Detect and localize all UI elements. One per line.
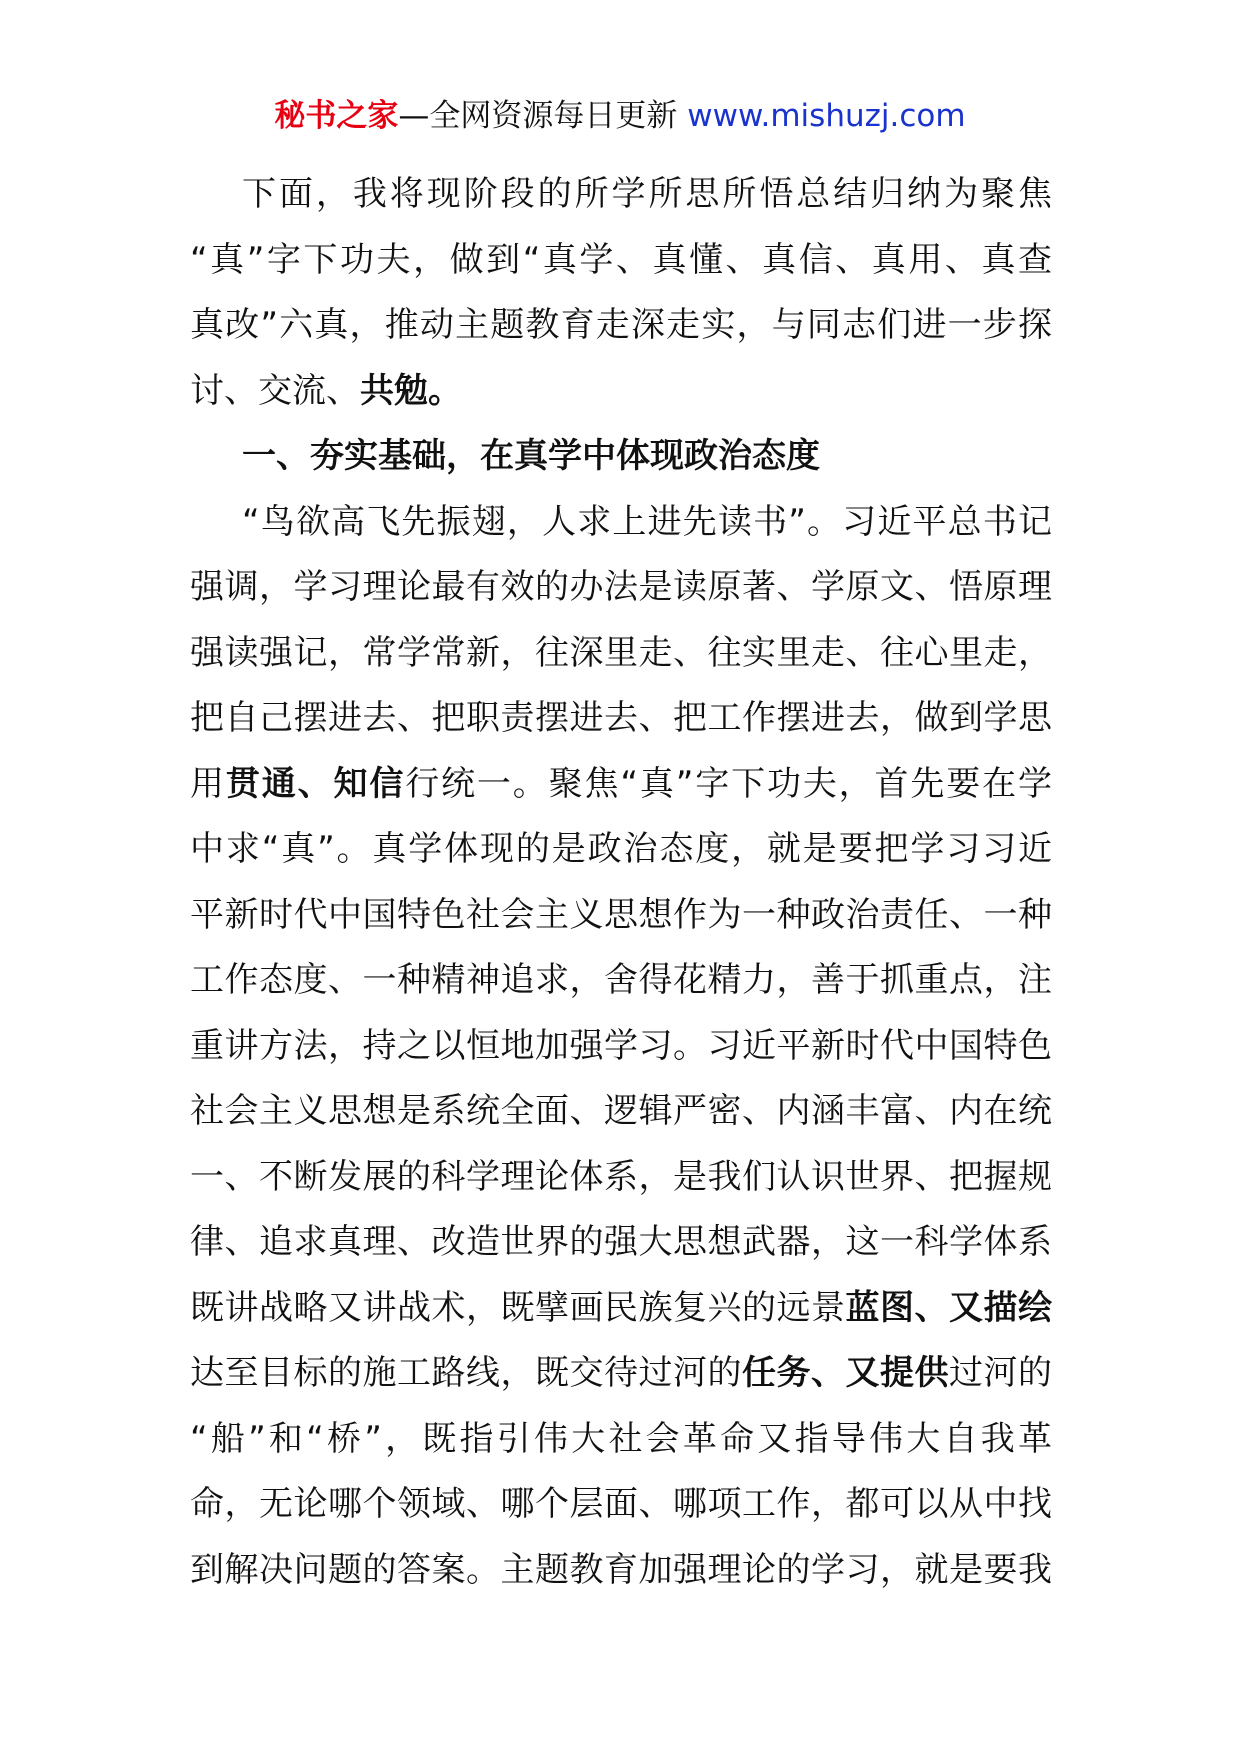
text-run: 既讲战略又讲战术，既擘画民族复兴的远景: [190, 1287, 846, 1328]
text-line: “真”字下功夫，做到“真学、真懂、真信、真用、真查: [190, 239, 1052, 280]
text-line: 命，无论哪个领域、哪个层面、哪项工作，都可以从中找: [190, 1484, 1052, 1524]
section-paragraph: [190, 490, 1052, 1604]
text-line: 下面，我将现阶段的所学所思所悟总结归纳为聚焦: [242, 174, 1052, 214]
text-line: 到解决问题的答案。主题教育加强理论的学习，就是要我: [190, 1549, 1052, 1590]
text-line: 一、不断发展的科学理论体系，是我们认识世界、把握规: [190, 1156, 1052, 1197]
site-url: www.mishuzj.com: [687, 98, 966, 134]
text-run: 用: [190, 763, 226, 804]
bold-text-run: 任务、又提供: [742, 1353, 949, 1393]
text-line: 律、追求真理、改造世界的强大思想武器，这一科学体系: [190, 1222, 1052, 1262]
section-heading: 一、夯实基础，在真学中体现政治态度: [242, 436, 820, 476]
text-line: [190, 752, 1052, 818]
bold-text-run: 共勉。: [360, 370, 462, 411]
intro-paragraph: [190, 162, 1052, 424]
text-line: 强读强记，常学常新，往深里走、往实里走、往心里走，: [190, 632, 1052, 673]
text-line: “船”和“桥”，既指引伟大社会革命又指导伟大自我革: [190, 1418, 1052, 1459]
bold-text-run: 贯通、知信: [225, 763, 406, 804]
text-line: [190, 1276, 1052, 1342]
bold-text-run: 蓝图、又描绘: [845, 1287, 1052, 1328]
text-line: [190, 359, 1052, 425]
text-line: “鸟欲高飞先振翅，人求上进先读书”。习近平总书记: [242, 501, 1052, 542]
text-run: 过河的: [949, 1353, 1052, 1393]
document-body: [190, 162, 1052, 1603]
site-brand-name: 秘书之家: [274, 98, 399, 134]
text-run: 行统一。聚焦“真”字下功夫，首先要在学: [405, 763, 1052, 804]
text-line: 重讲方法，持之以恒地加强学习。习近平新时代中国特色: [190, 1025, 1052, 1066]
site-watermark-header: [0, 96, 1240, 136]
text-run: 讨、交流、: [190, 370, 360, 411]
text-line: 平新时代中国特色社会主义思想作为一种政治责任、一种: [190, 894, 1052, 935]
text-line: [190, 1341, 1052, 1407]
text-line: 真改”六真，推动主题教育走深走实，与同志们进一步探: [190, 305, 1052, 345]
text-line: 把自己摆进去、把职责摆进去、把工作摆进去，做到学思: [190, 698, 1052, 738]
text-line: 中求“真”。真学体现的是政治态度，就是要把学习习近: [190, 829, 1052, 869]
text-line: 社会主义思想是系统全面、逻辑严密、内涵丰富、内在统: [190, 1091, 1052, 1131]
text-run: 达至目标的施工路线，既交待过河的: [190, 1353, 742, 1393]
text-line: 工作态度、一种精神追求，舍得花精力，善于抓重点，注: [190, 960, 1052, 1000]
text-line: 强调，学习理论最有效的办法是读原著、学原文、悟原理: [190, 567, 1052, 607]
site-slogan: —全网资源每日更新: [398, 98, 688, 134]
